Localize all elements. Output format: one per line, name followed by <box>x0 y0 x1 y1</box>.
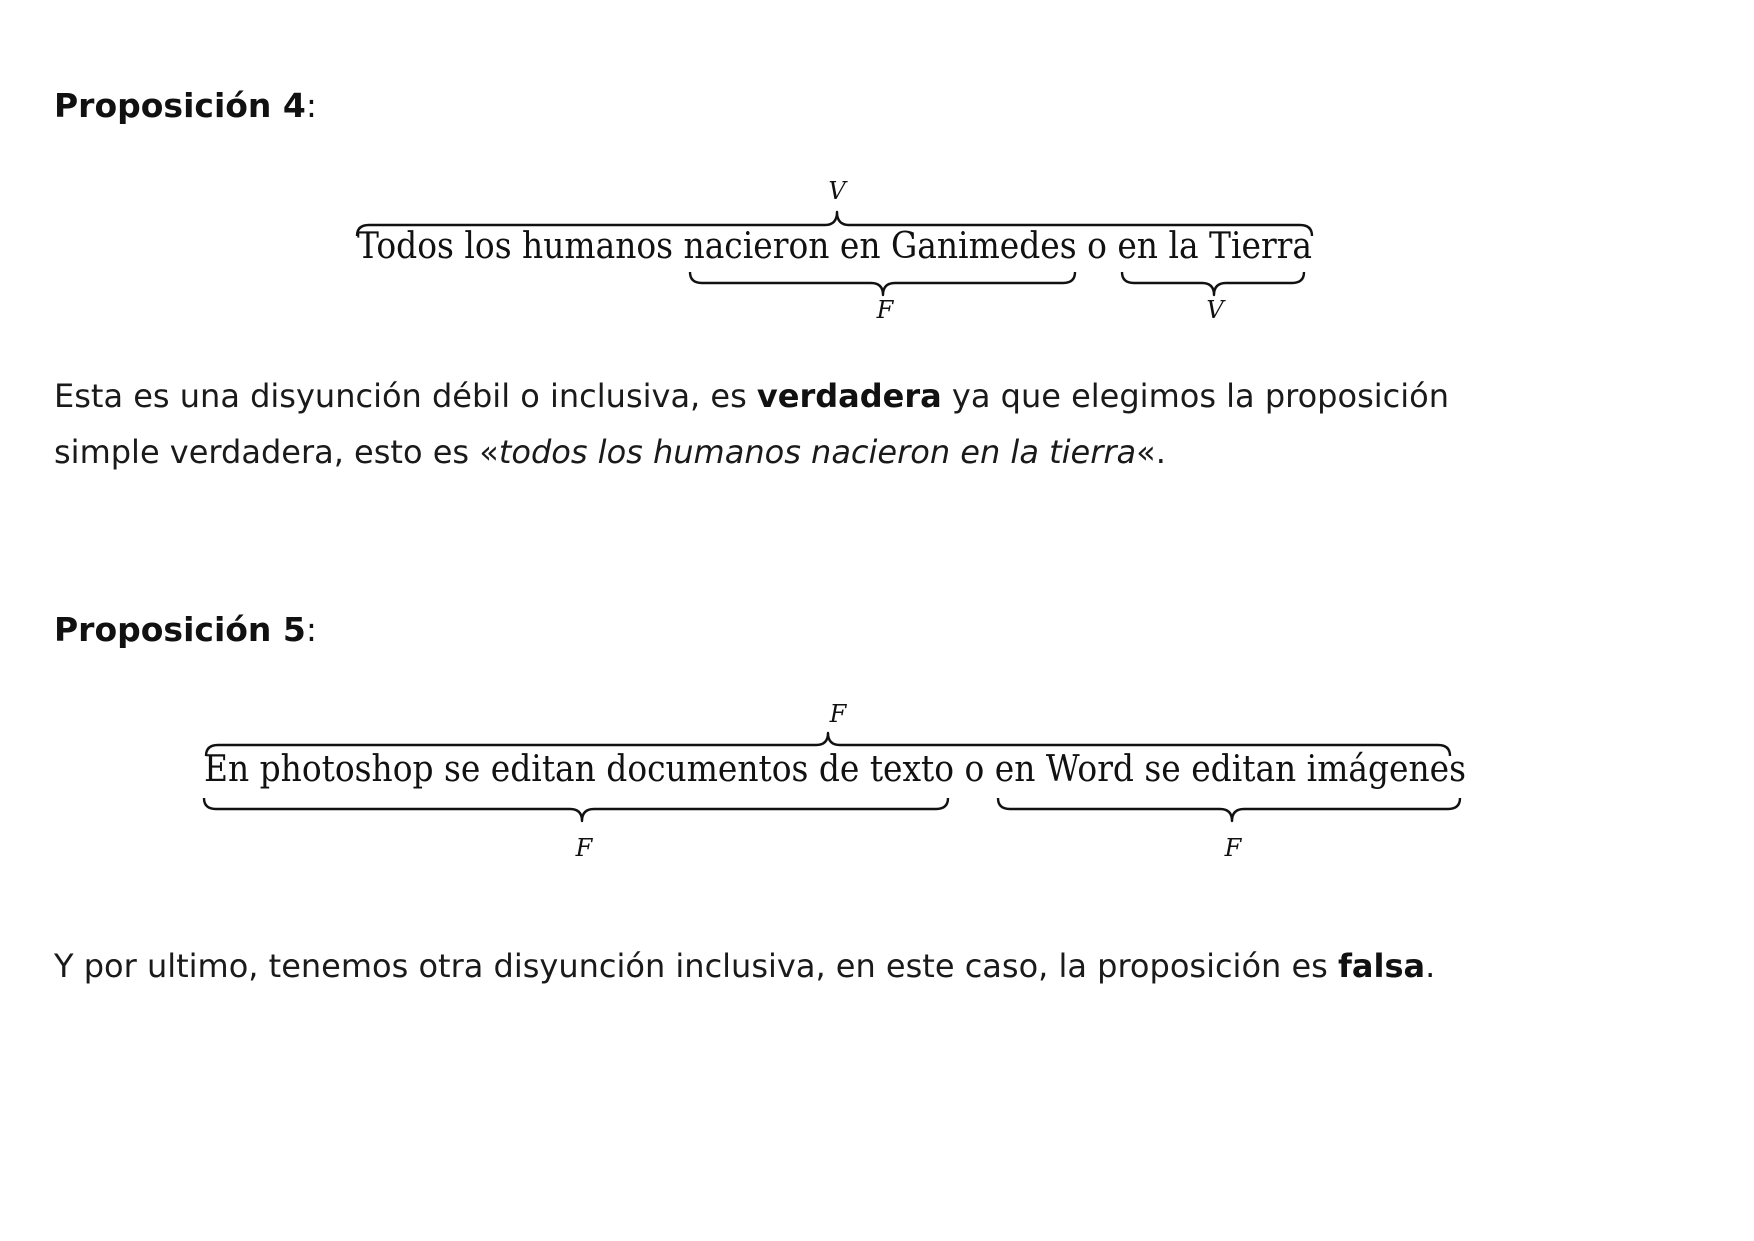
proposition-5-heading-label: Proposición 5 <box>54 610 306 649</box>
proposition-4-left-value: F <box>876 296 894 324</box>
proposition-4-explanation-text: simple verdadera, esto es « <box>54 433 499 471</box>
proposition-4-explanation-line-1 <box>54 368 1449 424</box>
proposition-4-right-value: V <box>1206 296 1224 324</box>
proposition-5-heading-colon: : <box>305 610 317 649</box>
proposition-5-explanation-text: Y por ultimo, tenemos otra disyunción inclusiva, en este caso, la proposición es <box>54 947 1338 985</box>
proposition-4-left-brace <box>690 272 1075 295</box>
proposition-4-result-verdadera: verdadera <box>756 377 942 415</box>
proposition-4-sentence: Todos los humanos nacieron en Ganimedes o en la Tierra <box>357 226 1312 267</box>
proposition-4-overall-value: V <box>828 177 846 205</box>
proposition-4-explanation-line-2 <box>54 424 1166 480</box>
proposition-4-explanation-text: Esta es una disyunción débil o inclusiva, es <box>54 377 757 415</box>
proposition-4-explanation-text: «. <box>1136 433 1166 471</box>
proposition-5-sentence: En photoshop se editan documentos de texto o en Word se editan imágenes <box>204 749 1466 790</box>
proposition-4-heading-label: Proposición 4 <box>54 86 306 125</box>
proposition-5-formula <box>0 690 1754 870</box>
proposition-5-explanation-text: . <box>1425 947 1436 985</box>
proposition-5-heading <box>54 610 317 650</box>
proposition-5-result-falsa: falsa <box>1338 947 1426 985</box>
proposition-4-heading <box>54 86 317 126</box>
proposition-5-left-value: F <box>575 834 593 862</box>
proposition-5-right-brace <box>998 798 1460 821</box>
proposition-5-overall-value: F <box>829 700 847 728</box>
proposition-4-right-brace <box>1122 272 1304 295</box>
proposition-4-formula <box>0 168 1754 328</box>
proposition-5-left-brace <box>204 798 948 821</box>
proposition-4-quoted-proposition: todos los humanos nacieron en la tierra <box>498 433 1137 471</box>
proposition-4-explanation-text: ya que elegimos la proposición <box>941 377 1449 415</box>
proposition-4-heading-colon: : <box>305 86 317 125</box>
proposition-5-explanation <box>54 938 1435 994</box>
proposition-5-right-value: F <box>1224 834 1242 862</box>
